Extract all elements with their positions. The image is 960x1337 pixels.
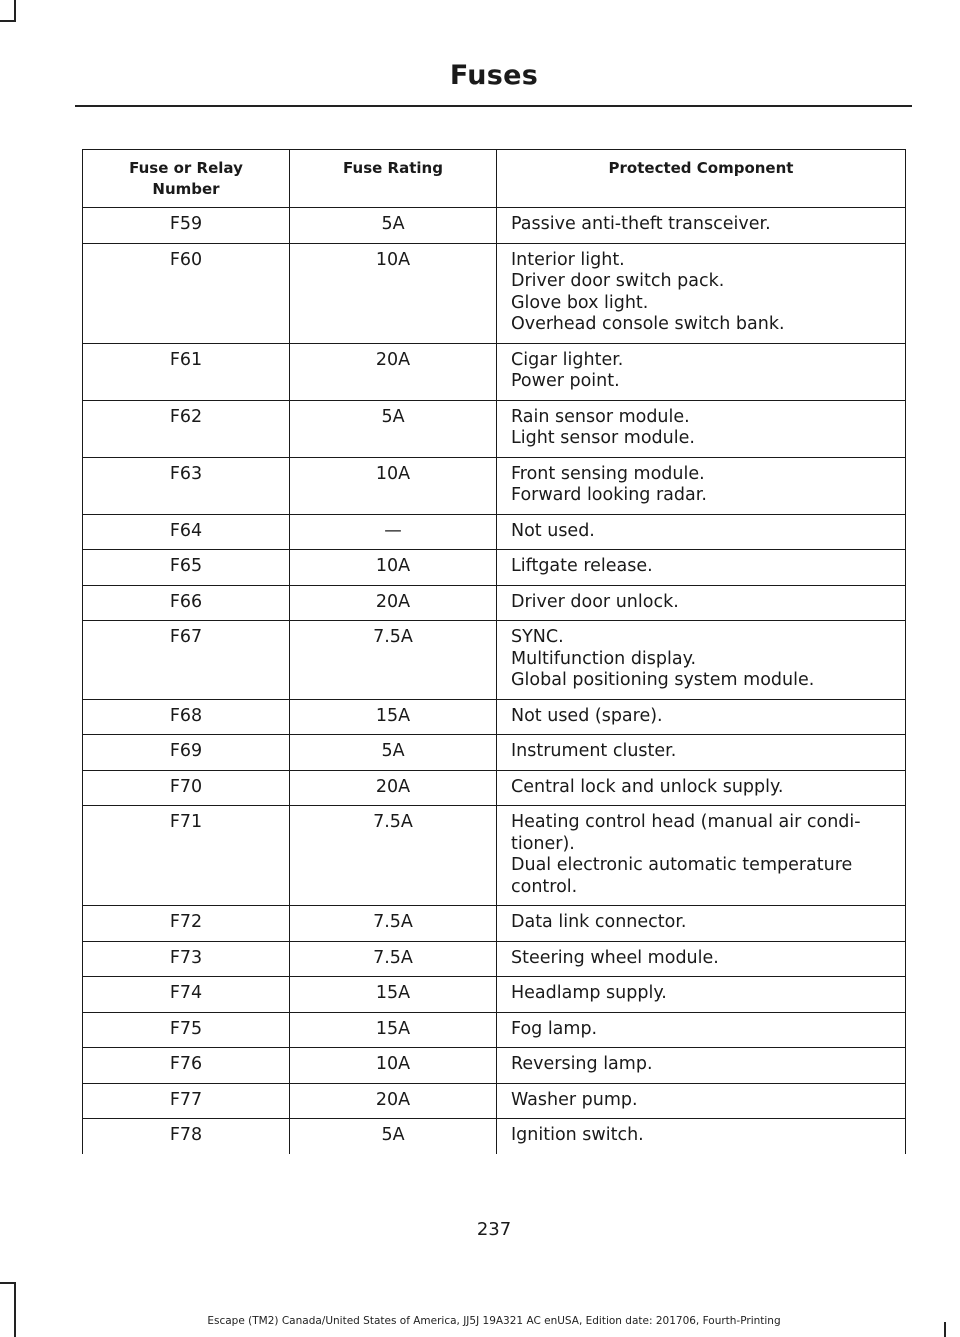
component-line: Passive anti-theft transceiver. bbox=[511, 214, 771, 234]
fuse-rating-cell: 5A bbox=[290, 208, 497, 244]
fuse-rating-cell: 7.5A bbox=[290, 621, 497, 700]
component-line: Rain sensor module. bbox=[511, 406, 690, 427]
crop-mark-bottom-left-vertical bbox=[14, 1282, 16, 1337]
fuse-number-cell: F60 bbox=[83, 243, 290, 343]
title-rule bbox=[75, 105, 912, 107]
fuse-number-cell: F62 bbox=[83, 400, 290, 457]
component-line: Ignition switch. bbox=[511, 1125, 644, 1145]
fuse-table bbox=[82, 149, 906, 1154]
table-body bbox=[83, 208, 906, 1154]
protected-component-cell bbox=[497, 243, 906, 343]
component-line: Front sensing module. bbox=[511, 463, 705, 484]
component-line: Instrument cluster. bbox=[511, 741, 677, 761]
table-row bbox=[83, 1012, 906, 1048]
fuse-number-cell: F61 bbox=[83, 343, 290, 400]
fuse-number-cell: F71 bbox=[83, 806, 290, 906]
fuse-number-cell: F74 bbox=[83, 977, 290, 1013]
protected-component-cell bbox=[497, 1083, 906, 1119]
protected-component-cell bbox=[497, 1119, 906, 1154]
table-row bbox=[83, 514, 906, 550]
component-line: Forward looking radar. bbox=[511, 485, 707, 505]
fuse-rating-cell: 7.5A bbox=[290, 806, 497, 906]
table-row bbox=[83, 977, 906, 1013]
protected-component-cell bbox=[497, 400, 906, 457]
fuse-rating-cell: 5A bbox=[290, 400, 497, 457]
fuse-number-cell: F78 bbox=[83, 1119, 290, 1154]
table-row bbox=[83, 735, 906, 771]
protected-component-cell bbox=[497, 550, 906, 586]
fuse-number-cell: F73 bbox=[83, 941, 290, 977]
fuse-rating-cell: 20A bbox=[290, 343, 497, 400]
component-line: tioner). bbox=[511, 833, 575, 854]
fuse-number-cell: F59 bbox=[83, 208, 290, 244]
component-line: Interior light. bbox=[511, 249, 625, 270]
table-row bbox=[83, 1048, 906, 1084]
table-row bbox=[83, 208, 906, 244]
fuse-rating-cell: 20A bbox=[290, 585, 497, 621]
fuse-rating-cell: 20A bbox=[290, 770, 497, 806]
component-line: Global positioning system module. bbox=[511, 670, 815, 690]
fuse-number-cell: F77 bbox=[83, 1083, 290, 1119]
component-line: Fog lamp. bbox=[511, 1018, 598, 1039]
fuse-rating-cell: 10A bbox=[290, 457, 497, 514]
component-line: Heating control head (manual air condi- bbox=[511, 812, 861, 832]
table-row bbox=[83, 400, 906, 457]
fuse-rating-cell: 7.5A bbox=[290, 906, 497, 942]
fuse-rating-cell: 10A bbox=[290, 550, 497, 586]
component-line: Driver door switch pack. bbox=[511, 271, 725, 291]
table-row bbox=[83, 1083, 906, 1119]
crop-mark-top-left-vertical bbox=[14, 0, 16, 22]
table-header-row bbox=[83, 150, 906, 208]
header-fuse-number: Fuse or Relay Number bbox=[83, 150, 290, 208]
fuse-number-cell: F70 bbox=[83, 770, 290, 806]
protected-component-cell bbox=[497, 621, 906, 700]
component-line: Power point. bbox=[511, 371, 620, 391]
table-row bbox=[83, 550, 906, 586]
table-row bbox=[83, 243, 906, 343]
page-title: Fuses bbox=[449, 60, 539, 91]
protected-component-cell bbox=[497, 343, 906, 400]
fuse-number-cell: F72 bbox=[83, 906, 290, 942]
protected-component-cell bbox=[497, 977, 906, 1013]
fuse-number-cell: F64 bbox=[83, 514, 290, 550]
protected-component-cell bbox=[497, 457, 906, 514]
header-protected-component: Protected Component bbox=[497, 150, 906, 208]
fuse-rating-cell: 5A bbox=[290, 1119, 497, 1154]
component-line: Driver door unlock. bbox=[511, 591, 679, 612]
protected-component-cell bbox=[497, 1012, 906, 1048]
component-line: SYNC. bbox=[511, 627, 564, 647]
component-line: Light sensor module. bbox=[511, 428, 695, 448]
fuse-rating-cell: 15A bbox=[290, 699, 497, 735]
page-number: 237 bbox=[476, 1219, 512, 1240]
table-row bbox=[83, 343, 906, 400]
crop-mark-top-left-horizontal bbox=[0, 20, 16, 22]
component-line: Glove box light. bbox=[511, 292, 649, 313]
component-line: Data link connector. bbox=[511, 912, 687, 932]
header-fuse-rating: Fuse Rating bbox=[290, 150, 497, 208]
table-row bbox=[83, 806, 906, 906]
table-row bbox=[83, 457, 906, 514]
component-line: control. bbox=[511, 876, 578, 897]
protected-component-cell bbox=[497, 1048, 906, 1084]
protected-component-cell bbox=[497, 585, 906, 621]
fuse-number-cell: F67 bbox=[83, 621, 290, 700]
fuse-number-cell: F68 bbox=[83, 699, 290, 735]
component-line: Central lock and unlock supply. bbox=[511, 776, 784, 797]
fuse-number-cell: F76 bbox=[83, 1048, 290, 1084]
component-line: Dual electronic automatic temperature bbox=[511, 855, 853, 875]
component-line: Liftgate release. bbox=[511, 556, 653, 576]
fuse-number-cell: F69 bbox=[83, 735, 290, 771]
protected-component-cell bbox=[497, 770, 906, 806]
component-line: Not used (spare). bbox=[511, 705, 663, 726]
fuse-rating-cell: 20A bbox=[290, 1083, 497, 1119]
fuse-number-cell: F66 bbox=[83, 585, 290, 621]
table-row bbox=[83, 621, 906, 700]
component-line: Headlamp supply. bbox=[511, 983, 667, 1003]
protected-component-cell bbox=[497, 806, 906, 906]
fuse-rating-cell: 10A bbox=[290, 243, 497, 343]
fuse-rating-cell: 15A bbox=[290, 977, 497, 1013]
component-line: Overhead console switch bank. bbox=[511, 314, 785, 334]
component-line: Reversing lamp. bbox=[511, 1054, 653, 1074]
fuse-rating-cell: 7.5A bbox=[290, 941, 497, 977]
component-line: Washer pump. bbox=[511, 1089, 638, 1110]
crop-mark-bottom-left-horizontal bbox=[0, 1282, 16, 1284]
fuse-number-cell: F75 bbox=[83, 1012, 290, 1048]
protected-component-cell bbox=[497, 735, 906, 771]
table-row bbox=[83, 770, 906, 806]
table-row bbox=[83, 1119, 906, 1154]
protected-component-cell bbox=[497, 514, 906, 550]
component-line: Steering wheel module. bbox=[511, 947, 719, 968]
fuse-rating-cell: 15A bbox=[290, 1012, 497, 1048]
component-line: Not used. bbox=[511, 520, 595, 541]
table-row bbox=[83, 906, 906, 942]
fuse-rating-cell: 10A bbox=[290, 1048, 497, 1084]
fuse-number-cell: F63 bbox=[83, 457, 290, 514]
table-row bbox=[83, 699, 906, 735]
protected-component-cell bbox=[497, 941, 906, 977]
protected-component-cell bbox=[497, 699, 906, 735]
component-line: Cigar lighter. bbox=[511, 349, 624, 370]
table-row bbox=[83, 941, 906, 977]
component-line: Multifunction display. bbox=[511, 648, 697, 669]
fuse-number-cell: F65 bbox=[83, 550, 290, 586]
fuse-rating-cell: 5A bbox=[290, 735, 497, 771]
table-row bbox=[83, 585, 906, 621]
protected-component-cell bbox=[497, 208, 906, 244]
protected-component-cell bbox=[497, 906, 906, 942]
fuse-rating-cell: — bbox=[290, 514, 497, 550]
footer-edition-info: Escape (TM2) Canada/United States of America, JJ5J 19A321 AC enUSA, Edition date: 201706, Fourth-Printing bbox=[207, 1315, 781, 1327]
